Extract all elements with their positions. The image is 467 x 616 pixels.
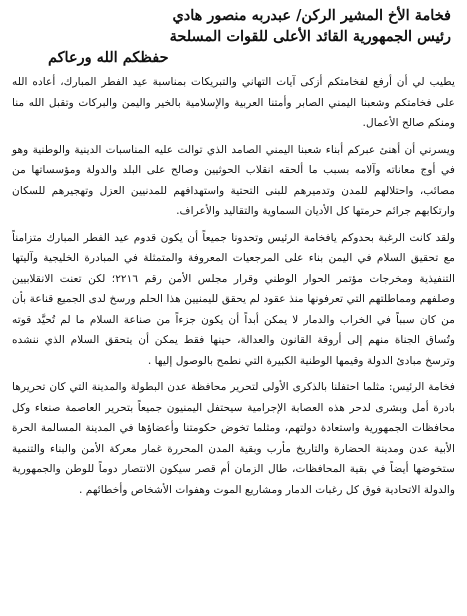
paragraph-victory: فخامة الرئيس: مثلما احتفلنا بالذكرى الأولى لتحرير محافظة عدن البطولة والمدينة التي كان تحريرها بادرة أمل وبشرى لدحر هذه العصابة الإجرامية سيحتفل اليمنيون جميعاً بتحرير العاصمة صنعاء وكل محافظات الجمهورية واستعادة دولتهم، ومثلما تخوض حكومتنا وأعضاؤها في المدينة المسالمة الحرة الأبية عدن ومدينة الحضارة والتاريخ مأرب وبقية المدن المحررة غمار معركة الأمن والبناء والتنمية ستخوضها أيضاً في بقية المحافظات، طال الزمان أم قصر سيكون الانتصار دوماً للوطن والجمهورية والدولة الاتحادية فوق كل رغبات الدمار ومشاريع الموت وهفوات الأشخاص وأخطائهم .	[12, 380, 455, 496]
addressee-title: رئيس الجمهورية القائد الأعلى للقوات المسلحة	[169, 28, 451, 45]
paragraph-peace-hopes: ولقد كانت الرغبة بحدوكم يافخامة الرئيس وتحدونا جميعاً أن يكون قدوم عيد الفطر المبارك متزامناً مع تحقيق السلام في اليمن بناء على المرجعيات المعروفة والمتمثلة في المبادرة الخليجية وآليتها التنفيذية ومخرجات مؤتمر الحوار الوطني وقرار مجلس الأمن رقم ٢٢١٦؛ لكن تعنت الانقلابيين وصلفهم ومماطلتهم التي تعرفونها منذ عقود لم يحقق لليمنيين هذا الحلم ورسخ لدى الجميع قناعة بأن من كان سبباً في الخراب والدمار لا يمكن أبداً أن يكون جزءاً من صناعة السلام ما لم تُحيَّد قوته وتُساق الجناة منهم إلى أروقة القانون والعدالة، حينها فقط يمكن أن يتحقق السلام الذي ننشده وترسخ مبادئ الدولة وقيمها الوطنية الكبيرة التي نطمح بالوصول إليها .	[12, 230, 455, 367]
letter-header	[12, 6, 455, 72]
letter-body	[12, 72, 455, 500]
paragraph-people-suffering: ويسرني أن أهنئ عبركم أبناء شعبنا اليمني الصامد الذي توالت عليه المناسبات الدينية والوطنية وهو في أوج معاناته وآلامه بسبب ما ألحقه انقلاب الحوثيين وصالح على البلد والدولة ومؤسساتها من مصائب، واحتلالهم للمدن وتدميرهم للبنى التحتية واستهدافهم للمدنيين العزل وتهجيرهم للسكان وارتكابهم جرائم حرمتها كل الأديان السماوية والتقاليد والأعراف.	[12, 142, 455, 217]
paragraph-congratulations: يطيب لي أن أرفع لفخامتكم أزكى آيات التهاني والتبريكات بمناسبة عيد الفطر المبارك، أعاده الله على فخامتكم وشعبنا اليمني الصابر وأمتنا العربية والإسلامية بالخير واليمن والبركات وتقبل الله منا ومنكم صالح الأعمال.	[12, 75, 455, 129]
greeting-regards: حفظكم الله ورعاكم	[48, 49, 169, 66]
addressee-name: فخامة الأخ المشير الركن/ عبدربه منصور هادي	[172, 7, 451, 24]
